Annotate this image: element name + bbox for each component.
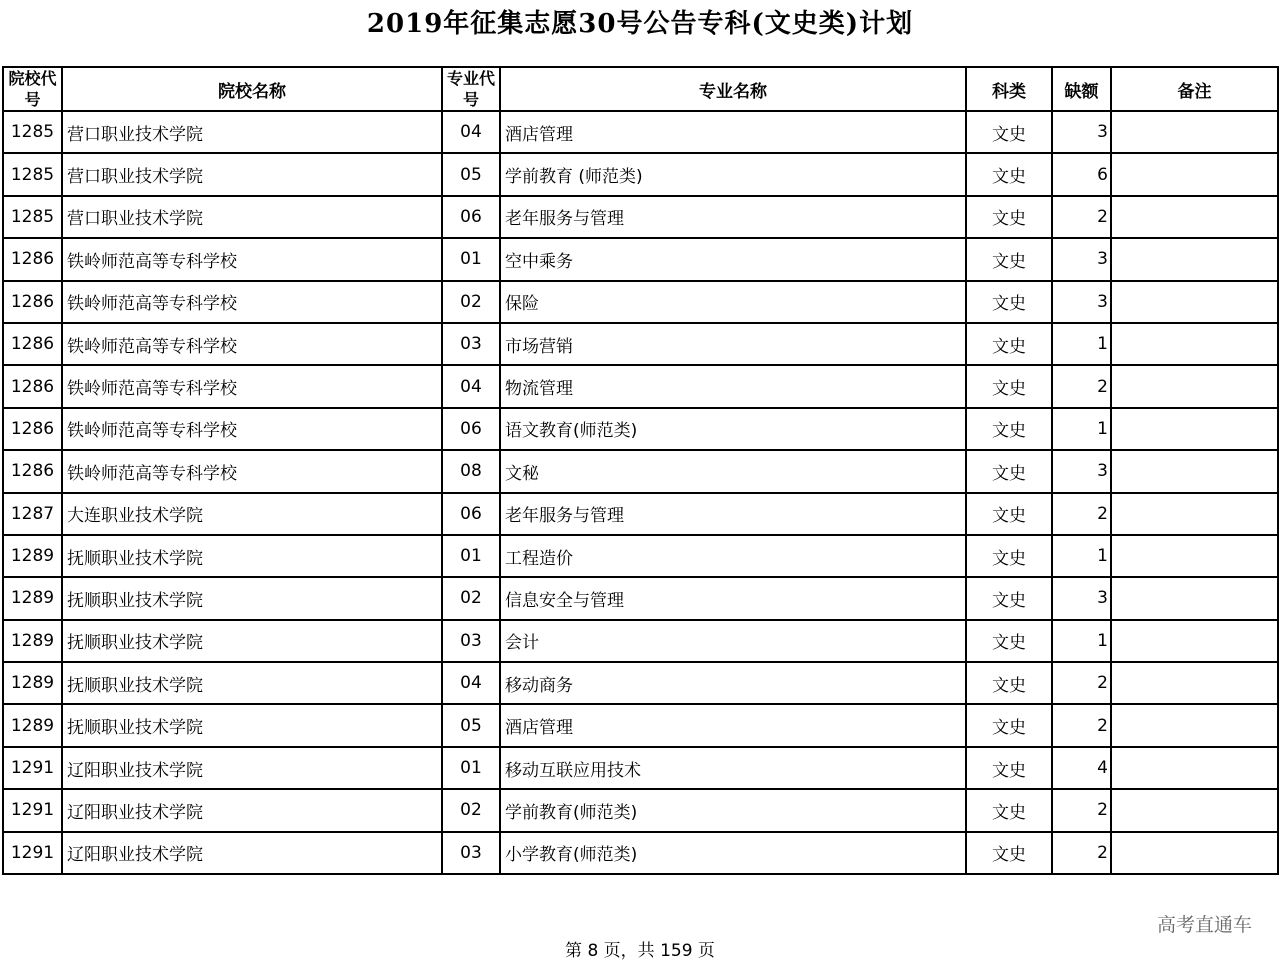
- cell-school-code: 1289: [3, 577, 62, 619]
- header-major-code: 专业代号: [442, 67, 500, 111]
- cell-school-name: 营口职业技术学院: [62, 196, 442, 238]
- cell-notes: [1111, 281, 1278, 323]
- cell-school-code: 1285: [3, 153, 62, 195]
- cell-category: 文史: [966, 281, 1052, 323]
- cell-category: 文史: [966, 704, 1052, 746]
- cell-category: 文史: [966, 111, 1052, 153]
- cell-notes: [1111, 365, 1278, 407]
- header-category: 科类: [966, 67, 1052, 111]
- cell-category: 文史: [966, 450, 1052, 492]
- cell-major-name: 移动互联应用技术: [500, 747, 966, 789]
- plan-table: [2, 66, 1279, 875]
- cell-notes: [1111, 450, 1278, 492]
- cell-notes: [1111, 153, 1278, 195]
- cell-school-name: 抚顺职业技术学院: [62, 535, 442, 577]
- cell-category: 文史: [966, 832, 1052, 874]
- cell-major-code: 04: [442, 111, 500, 153]
- cell-school-code: 1289: [3, 662, 62, 704]
- cell-vacancies: 1: [1052, 323, 1111, 365]
- table-row: [3, 577, 1278, 619]
- cell-notes: [1111, 577, 1278, 619]
- cell-major-code: 05: [442, 153, 500, 195]
- cell-school-name: 铁岭师范高等专科学校: [62, 281, 442, 323]
- cell-major-code: 04: [442, 365, 500, 407]
- cell-school-code: 1286: [3, 238, 62, 280]
- cell-vacancies: 1: [1052, 620, 1111, 662]
- cell-category: 文史: [966, 662, 1052, 704]
- cell-major-code: 01: [442, 535, 500, 577]
- cell-major-name: 移动商务: [500, 662, 966, 704]
- cell-school-code: 1289: [3, 704, 62, 746]
- cell-major-name: 工程造价: [500, 535, 966, 577]
- cell-major-code: 04: [442, 662, 500, 704]
- cell-school-code: 1286: [3, 365, 62, 407]
- cell-major-name: 学前教育(师范类): [500, 789, 966, 831]
- cell-notes: [1111, 323, 1278, 365]
- cell-school-name: 铁岭师范高等专科学校: [62, 450, 442, 492]
- cell-major-name: 小学教育(师范类): [500, 832, 966, 874]
- cell-notes: [1111, 196, 1278, 238]
- cell-category: 文史: [966, 747, 1052, 789]
- cell-category: 文史: [966, 323, 1052, 365]
- cell-major-name: 老年服务与管理: [500, 493, 966, 535]
- cell-school-name: 辽阳职业技术学院: [62, 789, 442, 831]
- cell-school-code: 1291: [3, 789, 62, 831]
- cell-vacancies: 3: [1052, 450, 1111, 492]
- cell-notes: [1111, 493, 1278, 535]
- header-vacancies: 缺额: [1052, 67, 1111, 111]
- cell-major-name: 文秘: [500, 450, 966, 492]
- cell-vacancies: 2: [1052, 365, 1111, 407]
- table-row: [3, 153, 1278, 195]
- cell-major-code: 08: [442, 450, 500, 492]
- cell-school-name: 营口职业技术学院: [62, 111, 442, 153]
- cell-category: 文史: [966, 535, 1052, 577]
- cell-school-name: 铁岭师范高等专科学校: [62, 408, 442, 450]
- table-row: [3, 450, 1278, 492]
- cell-vacancies: 2: [1052, 662, 1111, 704]
- cell-major-code: 06: [442, 408, 500, 450]
- table-row: [3, 493, 1278, 535]
- cell-category: 文史: [966, 789, 1052, 831]
- cell-school-name: 辽阳职业技术学院: [62, 832, 442, 874]
- cell-major-code: 02: [442, 281, 500, 323]
- cell-major-code: 03: [442, 832, 500, 874]
- cell-major-name: 语文教育(师范类): [500, 408, 966, 450]
- cell-category: 文史: [966, 238, 1052, 280]
- page-title: 2019年征集志愿30号公告专科(文史类)计划: [366, 9, 914, 39]
- cell-major-name: 老年服务与管理: [500, 196, 966, 238]
- cell-vacancies: 3: [1052, 238, 1111, 280]
- cell-vacancies: 3: [1052, 281, 1111, 323]
- cell-major-name: 酒店管理: [500, 111, 966, 153]
- header-notes: 备注: [1111, 67, 1278, 111]
- cell-category: 文史: [966, 153, 1052, 195]
- cell-vacancies: 2: [1052, 832, 1111, 874]
- table-row: [3, 323, 1278, 365]
- header-school-name: 院校名称: [62, 67, 442, 111]
- table-row: [3, 281, 1278, 323]
- cell-school-code: 1287: [3, 493, 62, 535]
- cell-notes: [1111, 238, 1278, 280]
- cell-notes: [1111, 789, 1278, 831]
- cell-major-code: 03: [442, 620, 500, 662]
- cell-school-code: 1291: [3, 832, 62, 874]
- cell-school-code: 1285: [3, 111, 62, 153]
- cell-major-name: 会计: [500, 620, 966, 662]
- cell-notes: [1111, 111, 1278, 153]
- watermark: 高考直通车: [1156, 914, 1252, 936]
- cell-category: 文史: [966, 196, 1052, 238]
- cell-major-code: 06: [442, 493, 500, 535]
- cell-school-code: 1286: [3, 408, 62, 450]
- cell-school-code: 1291: [3, 747, 62, 789]
- table-row: [3, 196, 1278, 238]
- cell-major-code: 02: [442, 789, 500, 831]
- cell-category: 文史: [966, 365, 1052, 407]
- cell-vacancies: 1: [1052, 535, 1111, 577]
- cell-major-name: 空中乘务: [500, 238, 966, 280]
- cell-major-name: 物流管理: [500, 365, 966, 407]
- cell-vacancies: 2: [1052, 789, 1111, 831]
- cell-notes: [1111, 620, 1278, 662]
- cell-vacancies: 6: [1052, 153, 1111, 195]
- table-row: [3, 789, 1278, 831]
- table-row: [3, 662, 1278, 704]
- table-row: [3, 832, 1278, 874]
- table-row: [3, 704, 1278, 746]
- table-row: [3, 365, 1278, 407]
- cell-category: 文史: [966, 493, 1052, 535]
- cell-school-name: 营口职业技术学院: [62, 153, 442, 195]
- cell-major-code: 05: [442, 704, 500, 746]
- cell-school-name: 抚顺职业技术学院: [62, 620, 442, 662]
- table-row: [3, 408, 1278, 450]
- table-row: [3, 238, 1278, 280]
- table-row: [3, 111, 1278, 153]
- cell-category: 文史: [966, 577, 1052, 619]
- cell-school-code: 1285: [3, 196, 62, 238]
- cell-major-code: 03: [442, 323, 500, 365]
- page-footer: 第 8 页，共 159 页: [565, 941, 715, 961]
- cell-major-name: 保险: [500, 281, 966, 323]
- cell-major-code: 06: [442, 196, 500, 238]
- cell-major-name: 市场营销: [500, 323, 966, 365]
- table-row: [3, 747, 1278, 789]
- cell-notes: [1111, 408, 1278, 450]
- header-school-code: 院校代号: [3, 67, 62, 111]
- cell-school-name: 抚顺职业技术学院: [62, 704, 442, 746]
- table-row: [3, 535, 1278, 577]
- cell-notes: [1111, 535, 1278, 577]
- cell-school-name: 铁岭师范高等专科学校: [62, 238, 442, 280]
- cell-vacancies: 2: [1052, 196, 1111, 238]
- cell-vacancies: 2: [1052, 493, 1111, 535]
- cell-category: 文史: [966, 620, 1052, 662]
- table-header: [3, 67, 1278, 111]
- cell-school-code: 1286: [3, 281, 62, 323]
- cell-school-name: 铁岭师范高等专科学校: [62, 365, 442, 407]
- cell-vacancies: 3: [1052, 577, 1111, 619]
- cell-school-code: 1289: [3, 620, 62, 662]
- cell-major-name: 酒店管理: [500, 704, 966, 746]
- cell-notes: [1111, 747, 1278, 789]
- cell-school-name: 大连职业技术学院: [62, 493, 442, 535]
- cell-school-code: 1286: [3, 450, 62, 492]
- cell-major-code: 01: [442, 238, 500, 280]
- table-row: [3, 620, 1278, 662]
- cell-major-code: 01: [442, 747, 500, 789]
- cell-school-name: 辽阳职业技术学院: [62, 747, 442, 789]
- cell-school-code: 1286: [3, 323, 62, 365]
- cell-vacancies: 2: [1052, 704, 1111, 746]
- cell-school-name: 抚顺职业技术学院: [62, 662, 442, 704]
- cell-school-name: 抚顺职业技术学院: [62, 577, 442, 619]
- cell-school-name: 铁岭师范高等专科学校: [62, 323, 442, 365]
- cell-notes: [1111, 832, 1278, 874]
- cell-major-code: 02: [442, 577, 500, 619]
- cell-vacancies: 4: [1052, 747, 1111, 789]
- cell-major-name: 学前教育 (师范类): [500, 153, 966, 195]
- cell-vacancies: 1: [1052, 408, 1111, 450]
- cell-notes: [1111, 662, 1278, 704]
- cell-major-name: 信息安全与管理: [500, 577, 966, 619]
- cell-vacancies: 3: [1052, 111, 1111, 153]
- header-major-name: 专业名称: [500, 67, 966, 111]
- cell-school-code: 1289: [3, 535, 62, 577]
- cell-category: 文史: [966, 408, 1052, 450]
- table-body: [3, 111, 1278, 874]
- cell-notes: [1111, 704, 1278, 746]
